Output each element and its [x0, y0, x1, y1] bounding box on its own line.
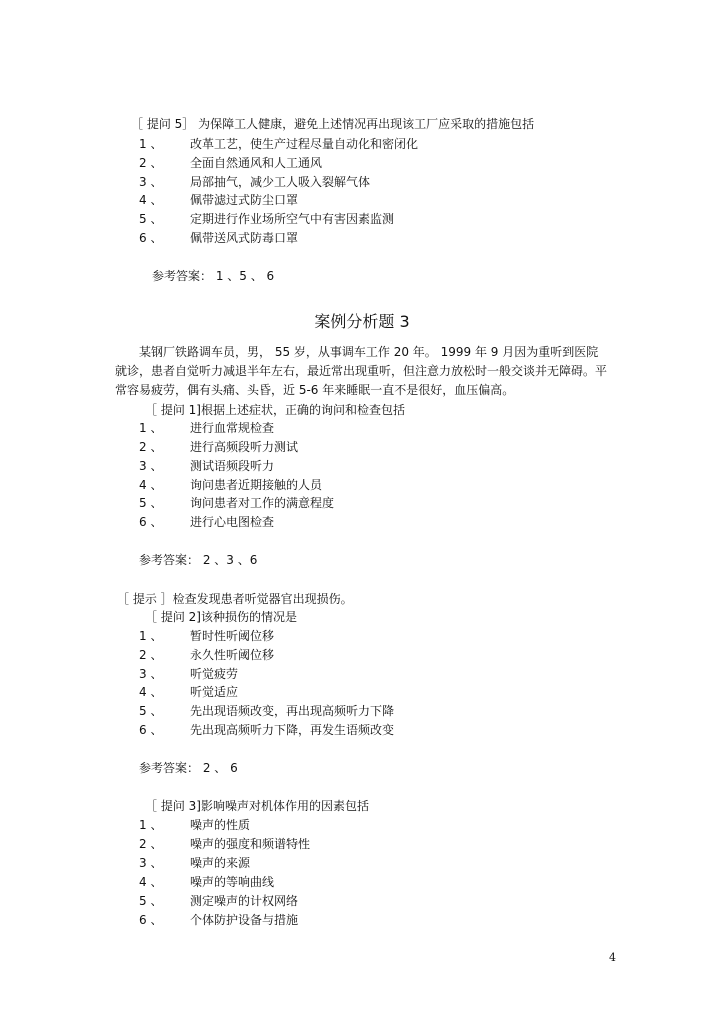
case-title: 案例分析题 3 [314, 312, 410, 331]
q5-item-5-num: 5 、 [139, 212, 163, 226]
q1-item-1-num: 1 、 [139, 421, 163, 435]
q3-item-6-text: 个体防护设备与措施 [190, 913, 299, 927]
q3-prompt: ［ 提问 3]影响噪声对机体作用的因素包括 [145, 799, 369, 813]
q2-item-5-num: 5 、 [139, 704, 163, 718]
q1-item-2-num: 2 、 [139, 440, 163, 454]
q5-item-6-num: 6 、 [139, 231, 163, 245]
q3-item-5-num: 5 、 [139, 894, 163, 908]
q3-item-1-text: 噪声的性质 [190, 818, 251, 832]
q2-item-6-num: 6 、 [139, 723, 163, 737]
q3-item-3-num: 3 、 [139, 856, 163, 870]
q5-item-3-text: 局部抽气，减少工人吸入裂解气体 [190, 175, 371, 189]
q1-prompt: ［ 提问 1]根据上述症状，正确的询问和检查包括 [145, 403, 405, 417]
q5-item-2-num: 2 、 [139, 156, 163, 170]
q3-item-6-num: 6 、 [139, 913, 163, 927]
q2-item-5-text: 先出现语频改变，再出现高频听力下降 [190, 704, 395, 718]
q2-answer: 参考答案： 2 、 6 [139, 761, 238, 775]
q1-item-5-num: 5 、 [139, 496, 163, 510]
q5-item-5-text: 定期进行作业场所空气中有害因素监测 [190, 212, 395, 226]
q3-item-2-num: 2 、 [139, 837, 163, 851]
q2-item-4-num: 4 、 [139, 685, 163, 699]
hint-line: ［ 提示 ］检查发现患者听觉器官出现损伤。 [117, 592, 353, 606]
q5-item-6-text: 佩带送风式防毒口罩 [190, 231, 299, 245]
q3-item-2-text: 噪声的强度和频谱特性 [190, 837, 311, 851]
page-number: 4 [609, 951, 616, 964]
q2-item-2-text: 永久性听阈位移 [190, 648, 275, 662]
case-paragraph: 某钢厂铁路调车员，男， 55 岁，从事调车工作 20 年。 1999 年 9 月因为重听到医院就诊，患者自觉听力减退半年左右，最近常出现重听，但注意力放松时一般交谈并无障碍。平常容易疲劳，偶有头痛、头昏，近 5-6 年来睡眠一直不是很好，血压偏高。 [115, 345, 608, 397]
q5-item-1-text: 改革工艺，使生产过程尽量自动化和密闭化 [190, 137, 419, 151]
q5-item-4-num: 4 、 [139, 193, 163, 207]
q2-item-6-text: 先出现高频听力下降，再发生语频改变 [190, 723, 395, 737]
q1-item-6-num: 6 、 [139, 515, 163, 529]
q2-item-1-text: 暂时性听阈位移 [190, 629, 275, 643]
q1-item-6-text: 进行心电图检查 [190, 515, 275, 529]
q1-answer: 参考答案： 2 、3 、6 [139, 553, 258, 567]
q3-item-3-text: 噪声的来源 [190, 856, 251, 870]
q1-item-4-text: 询问患者近期接触的人员 [190, 478, 323, 492]
q1-item-5-text: 询问患者对工作的满意程度 [190, 496, 335, 510]
q5-item-2-text: 全面自然通风和人工通风 [190, 156, 323, 170]
q2-item-1-num: 1 、 [139, 629, 163, 643]
q2-item-3-text: 听觉疲劳 [190, 667, 239, 681]
q3-item-1-num: 1 、 [139, 818, 163, 832]
q5-prompt: ［ 提问 5］ 为保障工人健康，避免上述情况再出现该工厂应采取的措施包括 [131, 117, 535, 131]
q1-item-2-text: 进行高频段听力测试 [190, 440, 299, 454]
q1-item-3-num: 3 、 [139, 459, 163, 473]
q5-item-4-text: 佩带滤过式防尘口罩 [190, 193, 299, 207]
q5-item-3-num: 3 、 [139, 175, 163, 189]
q5-item-1-num: 1 、 [139, 137, 163, 151]
q2-item-2-num: 2 、 [139, 648, 163, 662]
q1-item-4-num: 4 、 [139, 478, 163, 492]
q2-item-4-text: 听觉适应 [190, 685, 239, 699]
q3-item-5-text: 测定噪声的计权网络 [190, 894, 299, 908]
q1-item-1-text: 进行血常规检查 [190, 421, 275, 435]
q3-item-4-num: 4 、 [139, 875, 163, 889]
q2-item-3-num: 3 、 [139, 667, 163, 681]
q3-item-4-text: 噪声的等响曲线 [190, 875, 275, 889]
q1-item-3-text: 测试语频段听力 [190, 459, 275, 473]
q5-answer: 参考答案： 1 、5 、 6 [152, 269, 275, 283]
q2-prompt: ［ 提问 2]该种损伤的情况是 [145, 610, 297, 624]
